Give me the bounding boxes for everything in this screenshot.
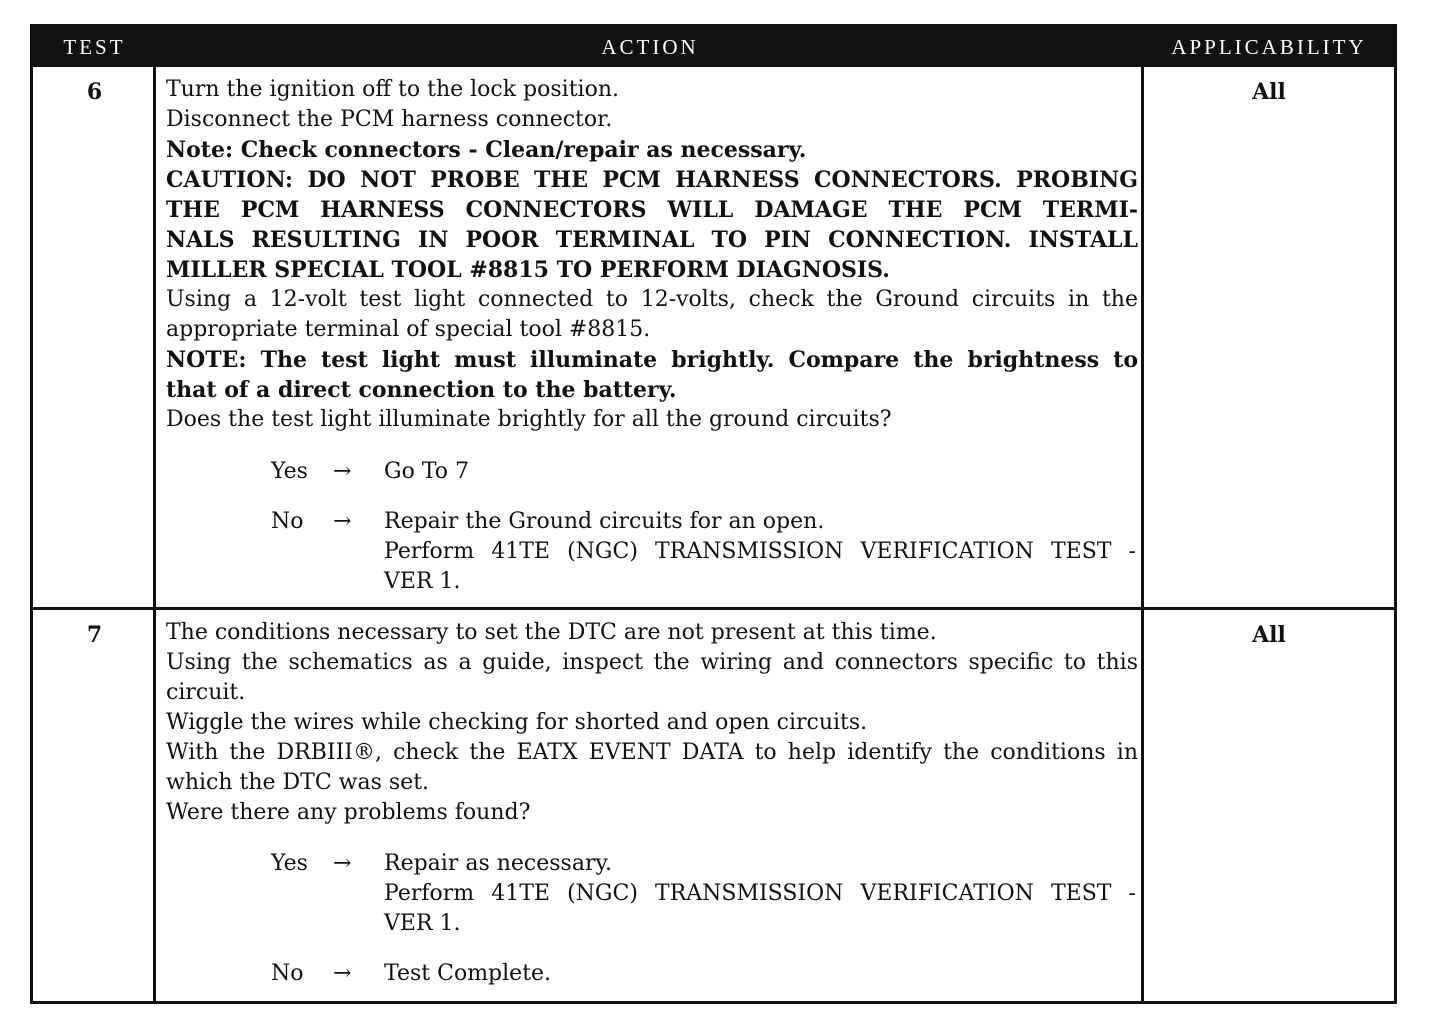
row-action-text bbox=[166, 75, 1138, 435]
arrow-right-icon: → bbox=[333, 851, 352, 876]
action-line: Using a 12-volt test light connected to 12-volts, check the Ground circuits in the bbox=[166, 287, 1138, 312]
action-line: The conditions necessary to set the DTC are not present at this time. bbox=[166, 620, 937, 645]
response-no-text: Test Complete. bbox=[384, 961, 552, 986]
column-divider bbox=[153, 67, 156, 1001]
row-divider bbox=[33, 607, 1394, 610]
action-caution: CAUTION: DO NOT PROBE THE PCM HARNESS CONNECTORS. PROBING bbox=[166, 167, 1138, 193]
response-no-label: No bbox=[271, 961, 304, 986]
action-caution: MILLER SPECIAL TOOL #8815 TO PERFORM DIAGNOSIS. bbox=[166, 257, 890, 283]
action-note: Note: Check connectors - Clean/repair as necessary. bbox=[166, 137, 807, 163]
action-caution: NALS RESULTING IN POOR TERMINAL TO PIN CONNECTION. INSTALL bbox=[166, 227, 1138, 253]
row-action-text bbox=[166, 618, 1138, 828]
row-applicability: All bbox=[1252, 79, 1286, 105]
table-header bbox=[33, 27, 1394, 67]
row-test-number: 7 bbox=[86, 622, 103, 648]
action-line: Turn the ignition off to the lock position. bbox=[166, 77, 619, 102]
header-test: TEST bbox=[63, 35, 126, 59]
row-applicability: All bbox=[1252, 622, 1286, 648]
response-no-text: Repair the Ground circuits for an open. Perform 41TE (NGC) TRANSMISSION VERIFICATION TEST - VER 1. bbox=[384, 509, 1136, 594]
response-yes-text: Go To 7 bbox=[384, 459, 470, 484]
action-line: Wiggle the wires while checking for shorted and open circuits. bbox=[166, 710, 868, 735]
action-line: Disconnect the PCM harness connector. bbox=[166, 107, 613, 132]
arrow-right-icon: → bbox=[333, 961, 352, 986]
response-yes-label: Yes bbox=[271, 851, 308, 876]
action-caution: THE PCM HARNESS CONNECTORS WILL DAMAGE THE PCM TERMI- bbox=[166, 197, 1138, 223]
row-test-number: 6 bbox=[86, 79, 103, 105]
action-line: With the DRBIII®, check the EATX EVENT DATA to help identify the conditions in bbox=[166, 740, 1138, 765]
column-divider bbox=[1141, 67, 1144, 1001]
response-yes-label: Yes bbox=[271, 459, 308, 484]
action-line: which the DTC was set. bbox=[166, 770, 430, 795]
action-question: Does the test light illuminate brightly for all the ground circuits? bbox=[166, 407, 892, 432]
arrow-right-icon: → bbox=[333, 509, 352, 534]
response-no-label: No bbox=[271, 509, 304, 534]
action-note: that of a direct connection to the battery. bbox=[166, 377, 677, 403]
arrow-right-icon: → bbox=[333, 459, 352, 484]
response-yes-text: Repair as necessary. Perform 41TE (NGC) TRANSMISSION VERIFICATION TEST - VER 1. bbox=[384, 851, 1136, 936]
action-line: circuit. bbox=[166, 680, 246, 705]
action-note: NOTE: The test light must illuminate brightly. Compare the brightness to bbox=[166, 347, 1138, 373]
action-line: appropriate terminal of special tool #8815. bbox=[166, 317, 651, 342]
header-action: ACTION bbox=[601, 35, 699, 59]
action-line: Using the schematics as a guide, inspect the wiring and connectors specific to this bbox=[166, 650, 1138, 675]
diagnostic-table bbox=[30, 24, 1397, 1004]
action-question: Were there any problems found? bbox=[166, 800, 531, 825]
header-applicability: APPLICABILITY bbox=[1171, 35, 1367, 59]
